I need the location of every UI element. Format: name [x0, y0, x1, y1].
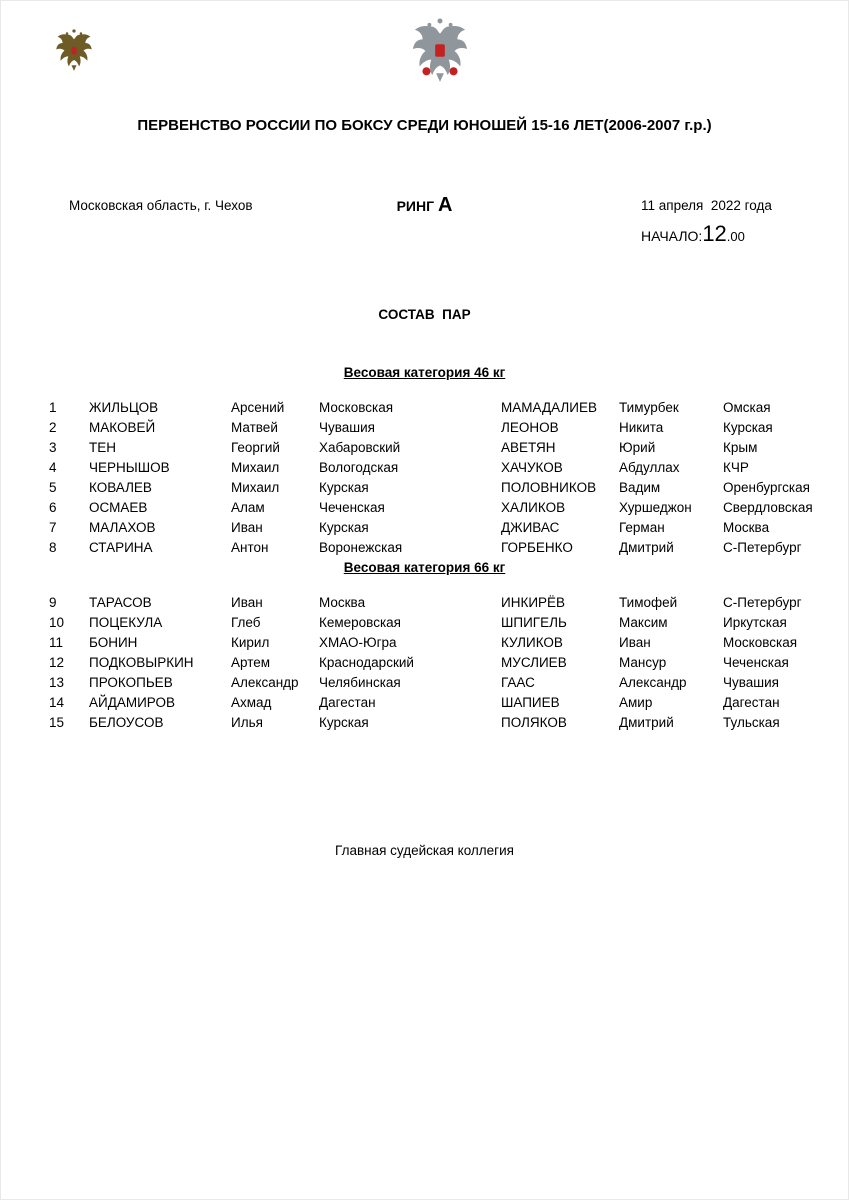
red-corner-surname: МАЛАХОВ — [89, 520, 156, 535]
red-corner-surname: ПОДКОВЫРКИН — [89, 655, 194, 670]
chief-judges-line: Главная судейская коллегия — [335, 843, 514, 858]
blue-corner-surname: ХАЛИКОВ — [501, 500, 566, 515]
double-headed-eagle-emblem-icon — [55, 21, 93, 79]
pair-row — [1, 438, 848, 458]
blue-corner-region: С-Петербург — [723, 595, 802, 610]
blue-corner-region: Иркутская — [723, 615, 787, 630]
document-title: ПЕРВЕНСТВО РОССИИ ПО БОКСУ СРЕДИ ЮНОШЕЙ 15-16 ЛЕТ(2006-2007 г.р.) — [137, 117, 712, 134]
blue-corner-firstname: Герман — [619, 520, 665, 535]
blue-corner-region: Тульская — [723, 715, 780, 730]
pair-number: 2 — [49, 420, 57, 435]
red-corner-firstname: Илья — [231, 715, 263, 730]
red-corner-firstname: Михаил — [231, 460, 280, 475]
red-corner-firstname: Алам — [231, 500, 265, 515]
pair-row — [1, 498, 848, 518]
blue-corner-surname: МУСЛИЕВ — [501, 655, 567, 670]
blue-corner-surname: АВЕТЯН — [501, 440, 556, 455]
red-corner-region: Московская — [319, 400, 394, 415]
red-corner-region: Курская — [319, 520, 369, 535]
blue-corner-region: Московская — [723, 635, 798, 650]
blue-corner-firstname: Иван — [619, 635, 651, 650]
blue-corner-surname: ХАЧУКОВ — [501, 460, 563, 475]
blue-corner-firstname: Вадим — [619, 480, 661, 495]
pair-number: 4 — [49, 460, 57, 475]
pair-number: 6 — [49, 500, 57, 515]
red-corner-region: Краснодарский — [319, 655, 414, 670]
blue-corner-surname: ГААС — [501, 675, 535, 690]
red-corner-surname: ТЕН — [89, 440, 116, 455]
red-corner-firstname: Матвей — [231, 420, 278, 435]
ring-letter: А — [437, 194, 453, 216]
boxing-federation-eagle-emblem-icon — [411, 15, 469, 85]
pair-row — [1, 673, 848, 693]
pair-row — [1, 633, 848, 653]
blue-corner-surname: ШАПИЕВ — [501, 695, 560, 710]
red-corner-region: Челябинская — [319, 675, 401, 690]
pair-row — [1, 398, 848, 418]
blue-corner-firstname: Никита — [619, 420, 664, 435]
pair-row — [1, 593, 848, 613]
blue-corner-region: С-Петербург — [723, 540, 802, 555]
blue-corner-firstname: Хуршеджон — [619, 500, 692, 515]
red-corner-surname: МАКОВЕЙ — [89, 420, 156, 435]
blue-corner-region: Чеченская — [723, 655, 789, 670]
red-corner-region: Москва — [319, 595, 366, 610]
blue-corner-surname: ДЖИВАС — [501, 520, 560, 535]
red-corner-surname: БОНИН — [89, 635, 138, 650]
pair-number: 7 — [49, 520, 57, 535]
blue-corner-surname: ШПИГЕЛЬ — [501, 615, 567, 630]
red-corner-region: Чувашия — [319, 420, 375, 435]
blue-corner-firstname: Амир — [619, 695, 653, 710]
blue-corner-firstname: Александр — [619, 675, 687, 690]
pair-number: 10 — [49, 615, 65, 630]
pair-number: 12 — [49, 655, 65, 670]
blue-corner-surname: ПОЛОВНИКОВ — [501, 480, 597, 495]
blue-corner-firstname: Тимофей — [619, 595, 678, 610]
red-corner-surname: ОСМАЕВ — [89, 500, 148, 515]
red-corner-region: Чеченская — [319, 500, 385, 515]
red-corner-firstname: Иван — [231, 520, 263, 535]
blue-corner-region: Омская — [723, 400, 771, 415]
pair-row — [1, 653, 848, 673]
pair-row — [1, 418, 848, 438]
blue-corner-surname: ГОРБЕНКО — [501, 540, 573, 555]
pair-number: 5 — [49, 480, 57, 495]
event-date: 11 апреля 2022 года — [641, 198, 772, 213]
blue-corner-surname: КУЛИКОВ — [501, 635, 563, 650]
red-corner-surname: КОВАЛЕВ — [89, 480, 152, 495]
pair-row — [1, 713, 848, 733]
blue-corner-firstname: Дмитрий — [619, 715, 674, 730]
pair-number: 13 — [49, 675, 65, 690]
blue-corner-region: Крым — [723, 440, 758, 455]
start-time — [641, 221, 745, 247]
pairs-heading: СОСТАВ ПАР — [378, 307, 471, 322]
blue-corner-firstname: Абдуллах — [619, 460, 680, 475]
red-corner-region: Дагестан — [319, 695, 376, 710]
weight-category-heading: Весовая категория 46 кг — [343, 365, 506, 380]
red-corner-region: Хабаровский — [319, 440, 401, 455]
start-time-hours: 12 — [702, 221, 727, 246]
blue-corner-firstname: Дмитрий — [619, 540, 674, 555]
red-corner-region: Курская — [319, 715, 369, 730]
red-corner-surname: ПРОКОПЬЕВ — [89, 675, 173, 690]
red-corner-firstname: Александр — [231, 675, 299, 690]
red-corner-firstname: Арсений — [231, 400, 285, 415]
red-corner-region: Вологодская — [319, 460, 399, 475]
red-corner-firstname: Артем — [231, 655, 271, 670]
pair-number: 9 — [49, 595, 57, 610]
event-location: Московская область, г. Чехов — [69, 198, 253, 213]
red-corner-surname: ЖИЛЬЦОВ — [89, 400, 159, 415]
ring-word: РИНГ — [396, 198, 438, 214]
blue-corner-region: Чувашия — [723, 675, 779, 690]
red-corner-surname: АЙДАМИРОВ — [89, 695, 176, 710]
blue-corner-region: КЧР — [723, 460, 749, 475]
weight-category-heading: Весовая категория 66 кг — [343, 560, 506, 575]
blue-corner-surname: ПОЛЯКОВ — [501, 715, 567, 730]
red-corner-firstname: Георгий — [231, 440, 280, 455]
red-corner-surname: ПОЦЕКУЛА — [89, 615, 163, 630]
red-corner-surname: ЧЕРНЫШОВ — [89, 460, 170, 475]
pair-row — [1, 538, 848, 558]
pair-number: 8 — [49, 540, 57, 555]
blue-corner-firstname: Мансур — [619, 655, 667, 670]
pair-number: 1 — [49, 400, 57, 415]
red-corner-surname: СТАРИНА — [89, 540, 153, 555]
blue-corner-region: Свердловская — [723, 500, 813, 515]
red-corner-region: Кемеровская — [319, 615, 401, 630]
red-corner-firstname: Ахмад — [231, 695, 272, 710]
blue-corner-surname: МАМАДАЛИЕВ — [501, 400, 597, 415]
start-time-label: НАЧАЛО: — [641, 228, 703, 244]
pair-row — [1, 518, 848, 538]
red-corner-firstname: Кирил — [231, 635, 270, 650]
blue-corner-region: Дагестан — [723, 695, 780, 710]
pair-number: 3 — [49, 440, 57, 455]
pair-row — [1, 693, 848, 713]
blue-corner-region: Оренбургская — [723, 480, 810, 495]
red-corner-firstname: Глеб — [231, 615, 261, 630]
red-corner-region: Воронежская — [319, 540, 403, 555]
red-corner-surname: ТАРАСОВ — [89, 595, 152, 610]
pair-row — [1, 613, 848, 633]
pair-number: 14 — [49, 695, 65, 710]
red-corner-region: ХМАО-Югра — [319, 635, 397, 650]
pair-number: 11 — [49, 635, 64, 650]
blue-corner-surname: ИНКИРЁВ — [501, 595, 566, 610]
pair-number: 15 — [49, 715, 65, 730]
blue-corner-region: Москва — [723, 520, 770, 535]
blue-corner-surname: ЛЕОНОВ — [501, 420, 559, 435]
start-time-minutes: .00 — [726, 229, 745, 244]
blue-corner-firstname: Тимурбек — [619, 400, 679, 415]
pair-row — [1, 458, 848, 478]
red-corner-firstname: Иван — [231, 595, 263, 610]
red-corner-firstname: Антон — [231, 540, 269, 555]
blue-corner-region: Курская — [723, 420, 773, 435]
red-corner-firstname: Михаил — [231, 480, 280, 495]
red-corner-surname: БЕЛОУСОВ — [89, 715, 164, 730]
blue-corner-firstname: Юрий — [619, 440, 656, 455]
pairs-table — [1, 363, 848, 733]
blue-corner-firstname: Максим — [619, 615, 668, 630]
red-corner-region: Курская — [319, 480, 369, 495]
pair-row — [1, 478, 848, 498]
